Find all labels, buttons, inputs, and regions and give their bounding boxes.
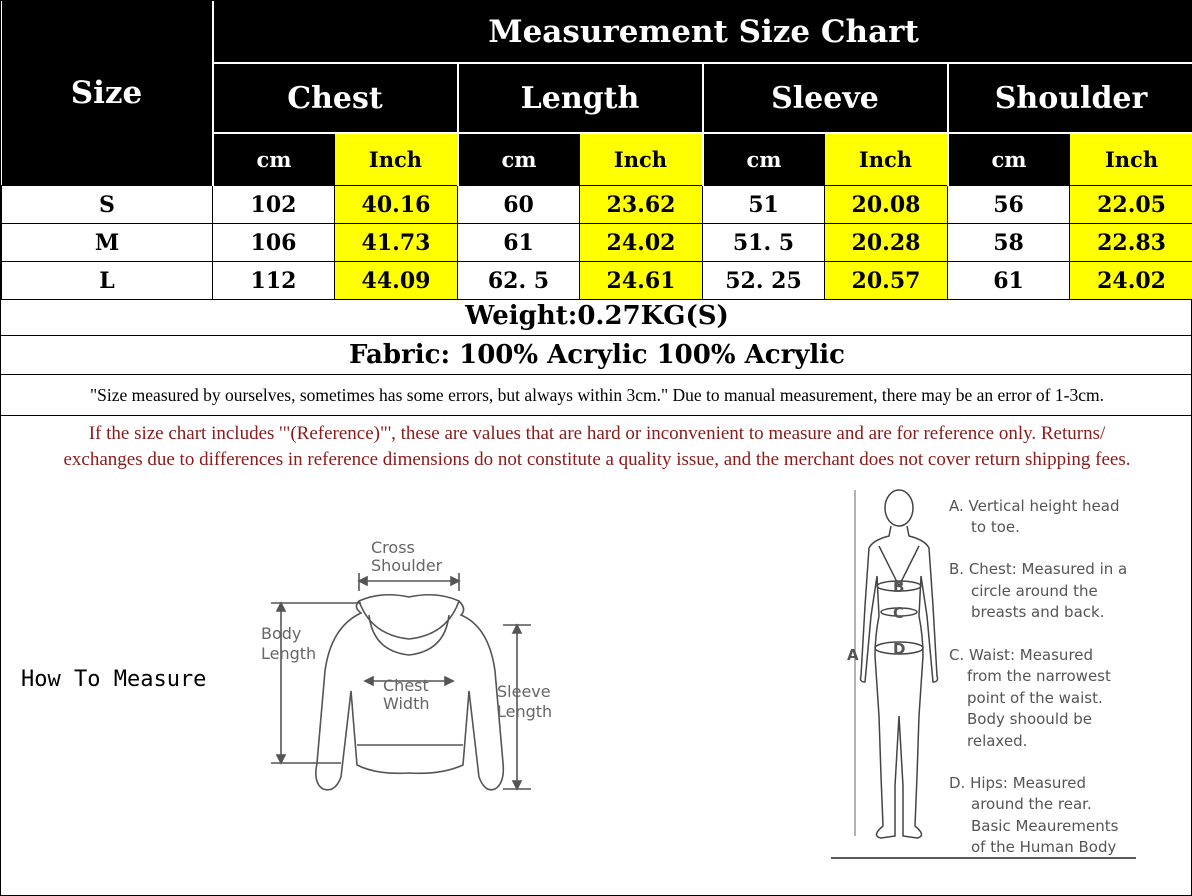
unit-cm: cm — [213, 133, 335, 186]
value-cell: 40.16 — [335, 186, 458, 224]
value-cell: 22.83 — [1070, 224, 1192, 262]
value-cell: 56 — [948, 186, 1070, 224]
note-a: A. Vertical height head — [949, 497, 1120, 515]
size-table — [1, 1, 1192, 300]
size-cell: L — [2, 262, 213, 300]
note-b: breasts and back. — [971, 603, 1105, 621]
note-c: relaxed. — [967, 732, 1028, 750]
cross-shoulder-label: Shoulder — [371, 556, 443, 575]
value-cell: 106 — [213, 224, 335, 262]
value-cell: 41.73 — [335, 224, 458, 262]
chest-width-label: Width — [383, 694, 430, 713]
note-d: of the Human Body — [971, 838, 1117, 856]
unit-cm: cm — [703, 133, 825, 186]
table-row — [2, 186, 1192, 224]
reference-note — [1, 421, 1192, 473]
group-chest: Chest — [213, 63, 458, 133]
unit-inch: Inch — [335, 133, 458, 186]
value-cell: 52. 25 — [703, 262, 825, 300]
value-cell: 20.28 — [825, 224, 948, 262]
note-c: from the narrowest — [967, 667, 1111, 685]
group-shoulder: Shoulder — [948, 63, 1192, 133]
value-cell: 20.57 — [825, 262, 948, 300]
size-cell: S — [2, 186, 213, 224]
body-diagram — [831, 486, 1171, 866]
value-cell: 102 — [213, 186, 335, 224]
value-cell: 20.08 — [825, 186, 948, 224]
fabric-line: Fabric: 100% Acrylic 100% Acrylic — [1, 336, 1192, 375]
letter-b: B — [893, 578, 905, 596]
cross-shoulder-label: Cross — [371, 538, 415, 557]
sweater-diagram — [241, 531, 571, 801]
size-header: Size — [2, 1, 213, 186]
unit-cm: cm — [948, 133, 1070, 186]
value-cell: 51 — [703, 186, 825, 224]
size-cell: M — [2, 224, 213, 262]
value-cell: 44.09 — [335, 262, 458, 300]
value-cell: 22.05 — [1070, 186, 1192, 224]
note-d: D. Hips: Measured — [949, 774, 1086, 792]
head-outline — [885, 490, 913, 526]
note-b: circle around the — [971, 582, 1098, 600]
group-length: Length — [458, 63, 703, 133]
note-c: Body shoould be — [967, 710, 1093, 728]
value-cell: 62. 5 — [458, 262, 580, 300]
body-length-label: Length — [261, 644, 317, 663]
reference-note-line2: exchanges due to differences in reference dimensions do not constitute a quality issue, and the merchant does not cover return shipping fees. — [63, 449, 1131, 470]
value-cell: 24.02 — [1070, 262, 1192, 300]
value-cell: 51. 5 — [703, 224, 825, 262]
letter-c: C — [893, 604, 905, 622]
sleeve-length-label: Length — [497, 702, 553, 721]
chart-title: Measurement Size Chart — [213, 1, 1192, 63]
value-cell: 24.61 — [580, 262, 703, 300]
note-d: around the rear. — [971, 795, 1092, 813]
unit-cm: cm — [458, 133, 580, 186]
how-to-measure-label: How To Measure — [21, 667, 207, 692]
value-cell: 60 — [458, 186, 580, 224]
value-cell: 61 — [948, 262, 1070, 300]
reference-note-line1: If the size chart includes '"(Reference)"', these are values that are hard or inconvenient to measure and are for reference only. Returns/ — [88, 423, 1106, 444]
group-sleeve: Sleeve — [703, 63, 948, 133]
note-c: point of the waist. — [967, 689, 1103, 707]
sleeve-length-label: Sleeve — [497, 682, 551, 701]
value-cell: 112 — [213, 262, 335, 300]
note-b: B. Chest: Measured in a — [949, 560, 1128, 578]
table-row — [2, 262, 1192, 300]
value-cell: 61 — [458, 224, 580, 262]
unit-inch: Inch — [580, 133, 703, 186]
letter-d: D — [893, 640, 906, 658]
note-a: to toe. — [971, 518, 1020, 536]
value-cell: 58 — [948, 224, 1070, 262]
table-row — [2, 224, 1192, 262]
letter-a: A — [847, 646, 859, 664]
body-outline — [861, 526, 938, 838]
measurement-note: "Size measured by ourselves, sometimes has some errors, but always within 3cm." Due to manual measurement, there may be an error of 1-3cm. — [1, 375, 1192, 416]
note-c: C. Waist: Measured — [949, 646, 1094, 664]
weight-line: Weight:0.27KG(S) — [1, 297, 1192, 336]
value-cell: 23.62 — [580, 186, 703, 224]
body-length-label: Body — [261, 624, 302, 643]
unit-inch: Inch — [825, 133, 948, 186]
value-cell: 24.02 — [580, 224, 703, 262]
note-d: Basic Meaurements — [971, 817, 1119, 835]
unit-inch: Inch — [1070, 133, 1192, 186]
chest-width-label: Chest — [383, 676, 429, 695]
